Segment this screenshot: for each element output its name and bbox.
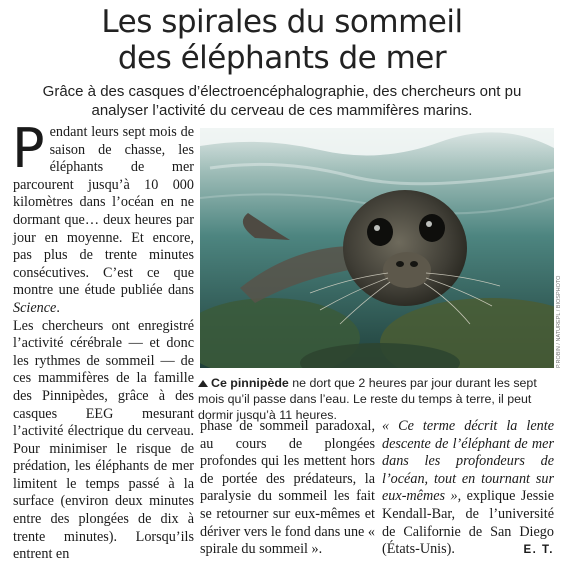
caption-triangle-icon — [198, 380, 208, 387]
journal-name: Science — [13, 299, 57, 316]
author-signature: E. T. — [523, 544, 554, 557]
paragraph-2: Les chercheurs ont enregistré l’activité cérébrale — et donc les rythmes de sommeil — de ces mammifères de la famille des Pinnipèdes, grâce à des casques EEG mesurant l’activité électrique du cerveau. Pour minimiser le risque de prédation, les éléphants de mer limitent le temps passé à la surface (environ deux minutes entre des plongées de dix à trente minutes). Lorsqu’ils entrent en — [13, 317, 194, 563]
photo-credit: P.ROBIN / NATUREPL / BIOSPHOTO — [556, 275, 562, 368]
article-column-3 — [382, 418, 554, 560]
quote-attribution: , explique Jessie Kendall-Bar, de l’université de Californie de San Diego (États-Unis). — [382, 488, 554, 558]
article-title — [0, 4, 564, 76]
paragraph-1-end: . — [56, 299, 60, 316]
drop-cap: P — [12, 117, 45, 180]
elephant-seal-photo — [200, 128, 554, 368]
article-column-1 — [12, 117, 194, 564]
title-line-2: des éléphants de mer — [117, 40, 447, 76]
article-deck: Grâce à des casques d’électroencéphalographie, des chercheurs ont pu analyser l’activité du cerveau de ces mammifères marins. — [42, 83, 522, 119]
paragraph-1-text: endant leurs sept mois de saison de chasse, les éléphants de mer parcourent jusqu’à 10 000 kilomètres dans l’océan en ne dormant que… deux heures par jour en moyenne. Et encore, pas plus de trente minutes consécutives. C’est ce que montre une étude publiée dans — [13, 124, 194, 299]
title-line-1: Les spirales du sommeil — [101, 4, 463, 40]
caption-text: ne dort que 2 heures par jour durant les sept mois qu’il passe dans l’eau. Le reste du temps à terre, il peut dormir jusqu’à 11 heures. — [198, 376, 537, 422]
article-column-2: phase de sommeil paradoxal, au cours de plongées profondes qui les mettent hors de portée des prédateurs, la paralysie du sommeil les fait se retourner sur eux-mêmes et dériver vers le fond dans une « spirale du sommeil ». — [200, 418, 375, 558]
underwater-seal-illustration — [200, 128, 554, 368]
caption-lead: Ce pinnipède — [211, 376, 289, 390]
photo-caption — [198, 375, 555, 423]
pull-quote: « Ce terme décrit la lente descente de l’éléphant de mer dans les profondeurs de l’océan, tout en tournant sur eux-mêmes » — [382, 418, 554, 505]
